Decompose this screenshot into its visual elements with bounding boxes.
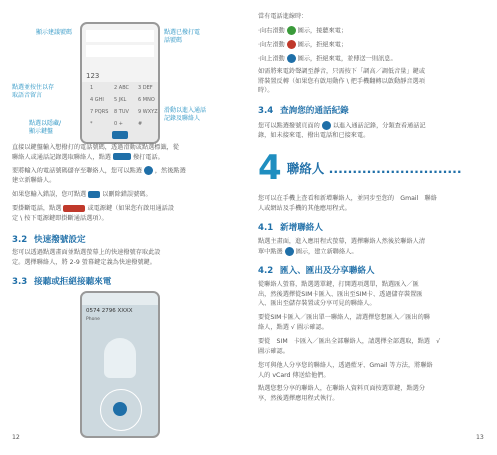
key-4[interactable]: 4 GHI bbox=[90, 97, 104, 103]
call-log-icon bbox=[322, 121, 331, 130]
incoming-call-illustration bbox=[80, 291, 160, 438]
status-bar bbox=[82, 293, 158, 305]
reject-icon bbox=[287, 40, 296, 49]
section-heading: 3.2 快速撥號設定 bbox=[12, 235, 86, 245]
bullet-item: ‧向右滑動 圖示，接聽來電； bbox=[258, 27, 348, 35]
key-9[interactable]: 9 WXYZ bbox=[138, 109, 158, 115]
section-heading: 4.2 匯入、匯出及分享聯絡人 bbox=[258, 266, 375, 276]
key-2[interactable]: 2 ABC bbox=[114, 85, 130, 91]
chapter-number: 4 bbox=[258, 148, 282, 188]
answer-handle-icon[interactable] bbox=[113, 402, 127, 416]
add-contact-icon bbox=[144, 166, 153, 175]
bullet-item: ‧向上滑動 圖示，拒絕來電，並傳送一則訊息。 bbox=[258, 55, 397, 63]
bullet-item: ‧向左滑動 圖示，拒絕來電； bbox=[258, 41, 348, 49]
paragraph: 要掛斷電話，點選 或電源鍵（如果您有啟用通話設 定 \ 按下電源鍵即掛斷通話選項）。 bbox=[12, 205, 175, 222]
key-0[interactable]: 0 + bbox=[114, 121, 123, 127]
paragraph: 您可與他人分享您的聯絡人，透過藍牙、Gmail 等方法，將聯絡 人的 vCard 傳送給他們。 bbox=[258, 362, 433, 379]
section-heading: 3.3 接聽或拒絕接聽來電 bbox=[12, 277, 112, 287]
chapter-heading bbox=[258, 148, 462, 188]
paragraph: 點選主畫面，進入應用程式螢幕，選擇聯絡人然後於聯絡人清 單中點選 圖示，建立新聯絡人。 bbox=[258, 238, 426, 256]
paragraph: 從聯絡人螢幕，點選選單鍵，打開選項選單，點選匯入／匯 出，然後選擇從SIM卡匯入、匯出至SIM卡、透過儲存裝置匯 入、匯出至儲存裝置或分享可見的聯絡人。 bbox=[258, 281, 423, 308]
dialed-number: 123 bbox=[86, 72, 100, 80]
paragraph: 直接以鍵盤輸入想撥打的電話號碼，透過滑動或點選標籤，從 聯絡人或通話記錄選取聯絡人，點選 撥打電話。 bbox=[12, 144, 180, 161]
key-7[interactable]: 7 PQRS bbox=[90, 109, 109, 115]
key-1[interactable]: 1 bbox=[90, 85, 94, 91]
page-number: 13 bbox=[476, 434, 484, 441]
key-star[interactable]: * bbox=[90, 121, 93, 127]
page-number: 12 bbox=[12, 434, 20, 441]
suggestion-bar bbox=[86, 45, 154, 57]
phone-dialer-illustration bbox=[80, 22, 160, 144]
avatar bbox=[104, 338, 136, 378]
suggestion-bar bbox=[86, 30, 154, 42]
paragraph: 您可以透過點選畫面並點選螢幕上的快速撥號存取此設 定。選擇聯絡人，將 2-9 螢幕鍵定義為快速撥號鍵。 bbox=[12, 249, 161, 266]
chapter-title: 聯絡人 ............................ bbox=[286, 161, 462, 176]
add-contact-icon bbox=[285, 247, 294, 256]
intro-text: 當有電話進線時： bbox=[258, 13, 308, 20]
callout-slide: 滑動以進入通話 記錄及聯絡人 bbox=[164, 107, 207, 122]
paragraph: 如果您輸入錯誤，您可點選 以刪除錯誤號碼。 bbox=[12, 191, 152, 198]
paragraph: 您可以點選撥號頁面的 以進入通話記錄，分類查看通話記 錄，如未接來電、撥出電話和已接來電。 bbox=[258, 122, 426, 140]
paragraph: 點選您想分享的聯絡人，在聯絡人資料頁面按選單鍵，點選分 享，然後選擇應用程式執行。 bbox=[258, 385, 426, 402]
phone-icon bbox=[113, 153, 131, 160]
key-3[interactable]: 3 DEF bbox=[138, 85, 153, 91]
key-8[interactable]: 8 TUV bbox=[114, 109, 129, 115]
hangup-icon bbox=[63, 205, 85, 212]
message-icon bbox=[287, 54, 296, 63]
caller-label: Phone bbox=[86, 317, 100, 322]
callout-hide-keyboard: 點選以隱藏/ 顯示鍵盤 bbox=[29, 120, 62, 135]
paragraph: 您可以在手機上查看和新增聯絡人，並同步至您的 Gmail 聯絡 人或網站及手機的其他應用程式。 bbox=[258, 195, 437, 212]
callout-hold: 點選並按住以存 取語音留言 bbox=[12, 84, 55, 99]
key-5[interactable]: 5 JKL bbox=[114, 97, 127, 103]
answer-icon bbox=[287, 26, 296, 35]
paragraph: 要從 SIM 卡匯入／匯出全部聯絡人，請選擇全部選取，點選 √ 圖示確認。 bbox=[258, 338, 441, 355]
paragraph: 如需將來電鈴聲調至靜音，只需按下「調高／調低音量」鍵或 將裝置反轉（如果您有啟用動作 \ 把手機翻轉以啟動靜音選項 時）。 bbox=[258, 68, 426, 95]
key-6[interactable]: 6 MNO bbox=[138, 97, 155, 103]
paragraph: 要將輸入的電話號碼儲存至聯絡人，您可以點選 ，然後點選 建立新聯絡人。 bbox=[12, 167, 186, 185]
section-heading: 4.1 新增聯絡人 bbox=[258, 223, 323, 233]
call-button[interactable] bbox=[112, 131, 128, 139]
backspace-icon bbox=[88, 191, 100, 198]
paragraph: 要從SIM卡匯入／匯出單一聯絡人，請選擇您想匯入／匯出的聯 絡人，點選 √ 圖示確認。 bbox=[258, 314, 430, 331]
callout-display-number: 顯示建議號碼 bbox=[36, 29, 73, 36]
caller-number: 0574 2796 XXXX bbox=[86, 308, 133, 314]
key-hash[interactable]: # bbox=[138, 121, 143, 127]
callout-call: 點選已撥打電 話號碼 bbox=[164, 29, 201, 44]
section-heading: 3.4 查詢您的通話紀錄 bbox=[258, 106, 349, 116]
